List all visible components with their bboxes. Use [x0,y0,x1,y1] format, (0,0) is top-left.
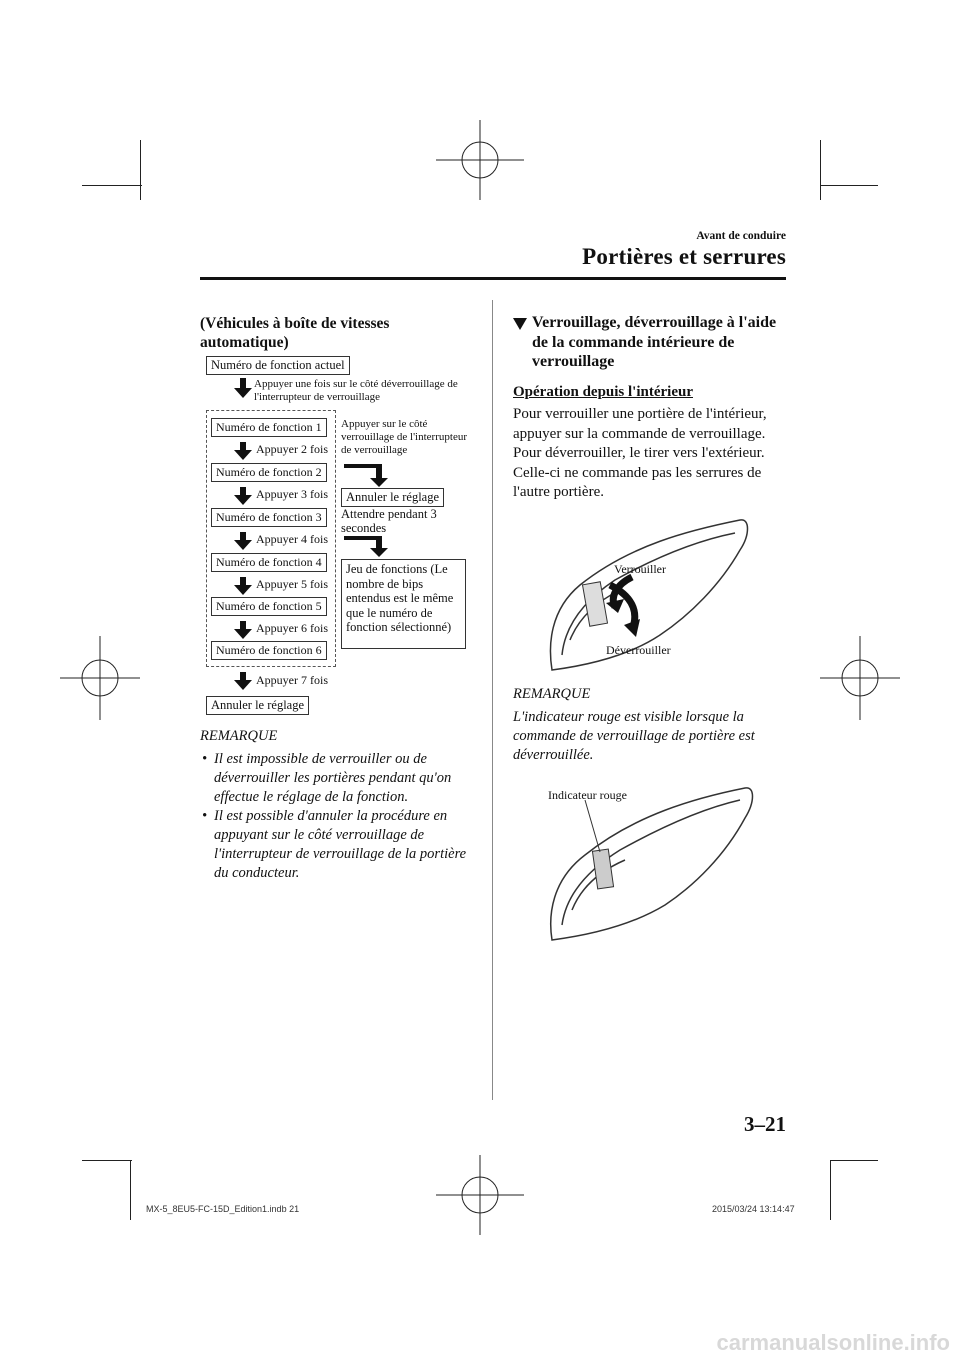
flow-press-2: Appuyer 2 fois [256,442,328,456]
arrow-down-icon [234,577,252,595]
flow-function-4: Numéro de fonction 4 [211,553,327,572]
flow-press-6: Appuyer 6 fois [256,621,328,635]
flow-press-7: Appuyer 7 fois [256,673,328,687]
flow-function-2: Numéro de fonction 2 [211,463,327,482]
remarque-title-left: REMARQUE [200,728,278,744]
arrow-down-icon [234,442,252,460]
flow-cancel-right: Annuler le réglage [341,488,444,507]
flow-wait: Attendre pendant 3 secondes [341,507,437,535]
fig1-unlock-label: Déverrouiller [606,643,671,657]
arrow-down-icon [234,532,252,550]
flow-result-box: Jeu de fonctions (Le nombre de bips entendus est le même que le numéro de fonction sélectionné) [341,559,466,649]
fig1-lock-label: Verrouiller [614,562,666,576]
flow-press-4: Appuyer 4 fois [256,532,328,546]
flow-current-box: Numéro de fonction actuel [206,356,350,375]
flow-press-once: Appuyer une fois sur le côté déverrouillage de l'interrupteur de verrouillage [254,378,458,403]
left-heading: (Véhicules à boîte de vitesses automatique) [200,315,390,351]
bullet: • [202,751,208,767]
remarque-text: Il est impossible de verrouiller ou de déverrouiller les portières pendant qu'on effectue le réglage de la fonction. [214,751,452,805]
flow-press-3: Appuyer 3 fois [256,487,328,501]
arrow-bend-icon [344,536,388,557]
red-indicator-figure [540,780,760,945]
arrow-bend-icon [344,464,388,487]
page-title: Portières et serrures [582,244,786,269]
flow-function-5: Numéro de fonction 5 [211,597,327,616]
flow-function-1: Numéro de fonction 1 [211,418,327,437]
bullet: • [202,808,208,824]
page-number: 3–21 [744,1112,786,1136]
right-body: Pour verrouiller une portière de l'intérieur, appuyer sur la commande de verrouillage. Pour déverrouiller, le tirer vers l'extérieur. Celle-ci ne commande pas les serrures de l'autre portière. [513,406,767,500]
flow-press-lock-side: Appuyer sur le côté verrouillage de l'interrupteur de verrouillage [341,418,467,456]
section-label: Avant de conduire [696,230,786,242]
arrow-down-icon [234,621,252,639]
flow-press-5: Appuyer 5 fois [256,577,328,591]
remarque-text: Il est possible d'annuler la procédure en appuyant sur le côté verrouillage de l'interrupteur de verrouillage de la portière du conducteur. [214,808,467,881]
arrow-down-icon [234,487,252,505]
watermark: carmanualsonline.info [716,1330,950,1355]
footer-file: MX-5_8EU5-FC-15D_Edition1.indb 21 [146,1204,300,1214]
right-heading: Verrouillage, déverrouillage à l'aide de la commande intérieure de verrouillage [532,314,777,370]
footer-date: 2015/03/24 13:14:47 [712,1204,795,1214]
flow-cancel-bottom: Annuler le réglage [206,696,309,715]
remarque-list-left [200,750,480,883]
remarque-item [200,750,480,807]
fig2-indicator-label: Indicateur rouge [548,788,627,802]
arrow-down-icon [234,672,252,690]
flow-function-6: Numéro de fonction 6 [211,641,327,660]
right-subheading: Opération depuis l'intérieur [513,384,693,400]
remarque-title-right: REMARQUE [513,686,591,702]
triangle-marker-icon [513,318,529,332]
remarque-right: L'indicateur rouge est visible lorsque la commande de verrouillage de portière est déverrouillée. [513,709,755,763]
arrow-down-icon [234,378,252,398]
flow-function-3: Numéro de fonction 3 [211,508,327,527]
remarque-item [200,807,480,883]
